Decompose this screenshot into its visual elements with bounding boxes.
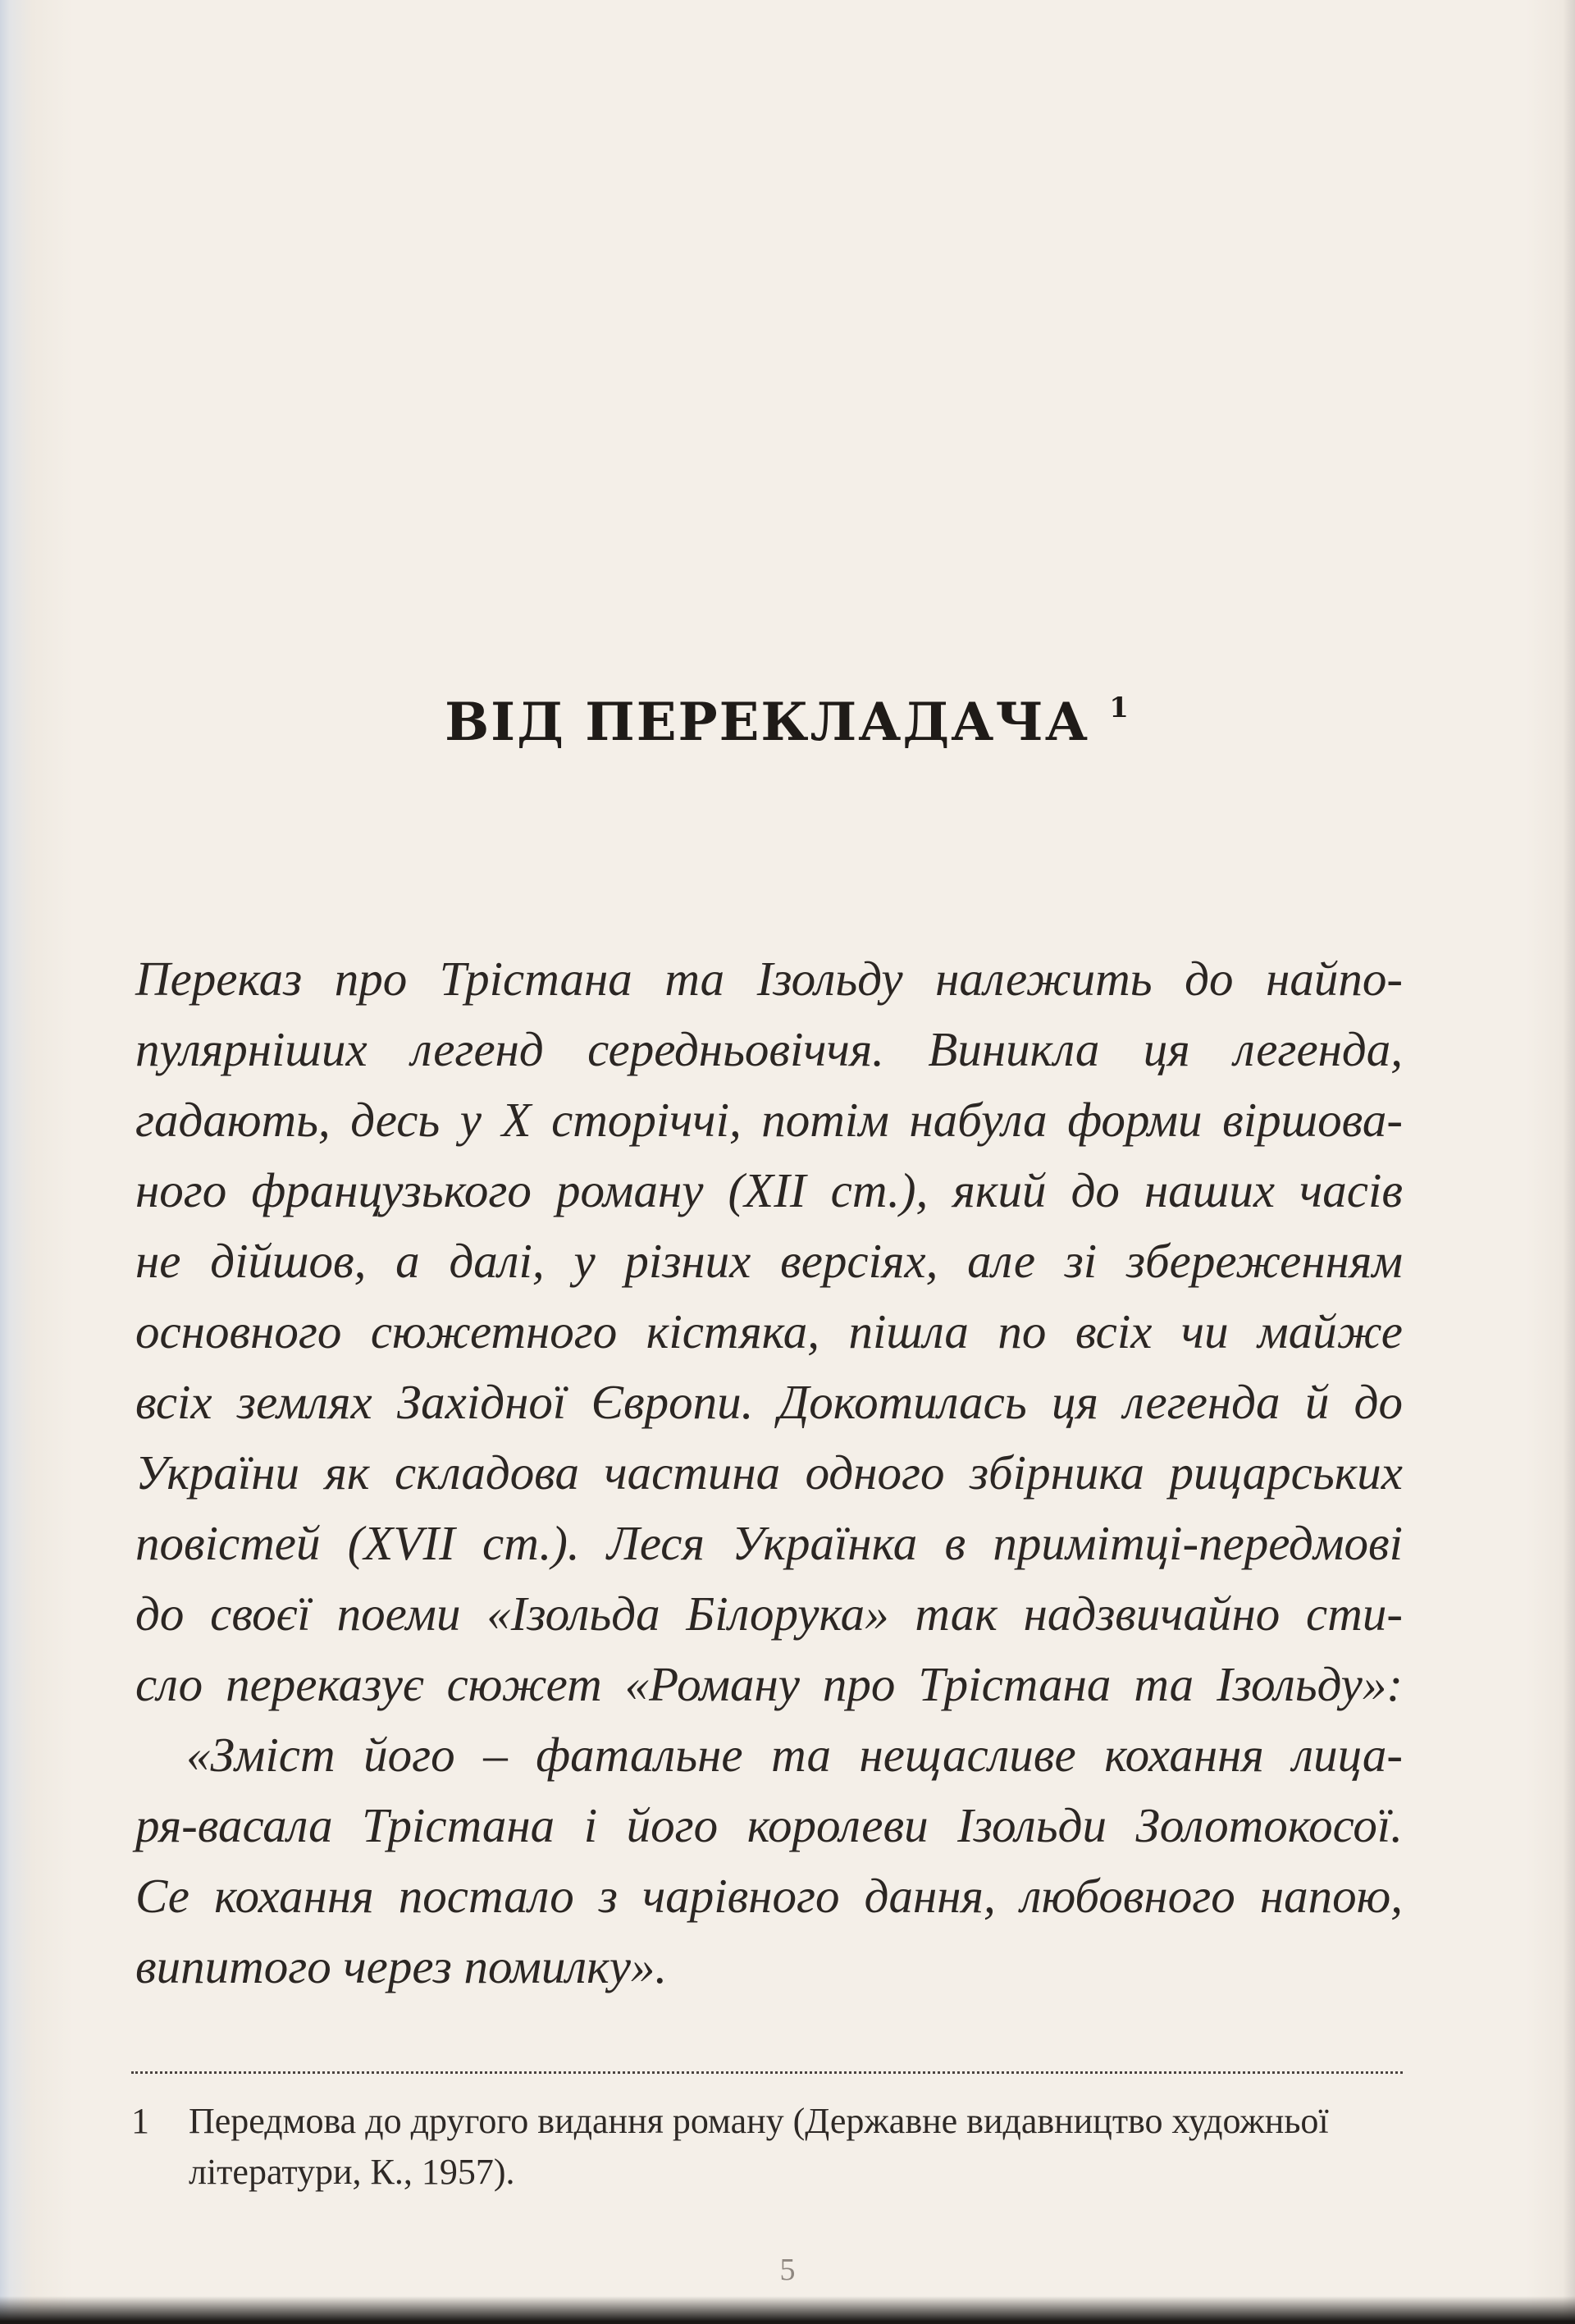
body-paragraph xyxy=(135,943,1403,2002)
body-line-10: до своєї поеми «Ізольда Білорука» так надзвичайно сти- xyxy=(135,1587,1403,1641)
body-line-2: пулярніших легенд середньовіччя. Виникла ця легенда, xyxy=(135,1022,1403,1076)
body-line-9: повістей (XVII ст.). Леся Українка в примітці-передмові xyxy=(135,1516,1403,1570)
footnote-number: 1 xyxy=(131,2101,149,2141)
body-line-7: всіх землях Західної Європи. Докотилась ця легенда й до xyxy=(135,1375,1403,1429)
chapter-title xyxy=(0,692,1575,753)
body-line-14: Се кохання постало з чарівного дання, любовного напою, xyxy=(135,1869,1403,1923)
body-line-6: основного сюжетного кістяка, пішла по всіх чи майже xyxy=(135,1304,1403,1358)
body-line-4: ного французького роману (XII ст.), який до наших часів xyxy=(135,1163,1403,1217)
footnote-text xyxy=(189,2096,1403,2198)
footnote xyxy=(131,2096,1403,2198)
footnote-line-2: літератури, К., 1957). xyxy=(189,2152,515,2192)
page-bottom-shadow xyxy=(0,2296,1575,2324)
body-line-12: «Зміст його – фатальне та нещасливе кохання лица- xyxy=(186,1728,1403,1782)
body-line-11: сло переказує сюжет «Роману про Трістана та Ізольду»: xyxy=(135,1657,1403,1711)
title-text: ВІД ПЕРЕКЛАДАЧА xyxy=(445,691,1089,753)
body-line-8: України як складова частина одного збірника рицарських xyxy=(135,1445,1403,1500)
body-line-3: гадають, десь у X сторіччі, потім набула форми віршова- xyxy=(135,1093,1403,1147)
page-number: 5 xyxy=(779,2253,796,2287)
body-line-13: ря-васала Трістана і його королеви Ізольди Золотокосої. xyxy=(135,1798,1403,1852)
title-footnote-marker: 1 xyxy=(1109,691,1130,724)
body-line-1: Переказ про Трістана та Ізольду належить до найпо- xyxy=(135,952,1403,1006)
footnote-line-1: Передмова до другого видання роману (Державне видавництво художньої xyxy=(189,2101,1329,2141)
body-line-15: випитого через помилку». xyxy=(135,1939,668,1993)
body-line-5: не дійшов, а далі, у різних версіях, але зі збереженням xyxy=(135,1234,1403,1288)
chapter-title-text xyxy=(445,692,1109,753)
footnote-separator xyxy=(131,2071,1403,2074)
